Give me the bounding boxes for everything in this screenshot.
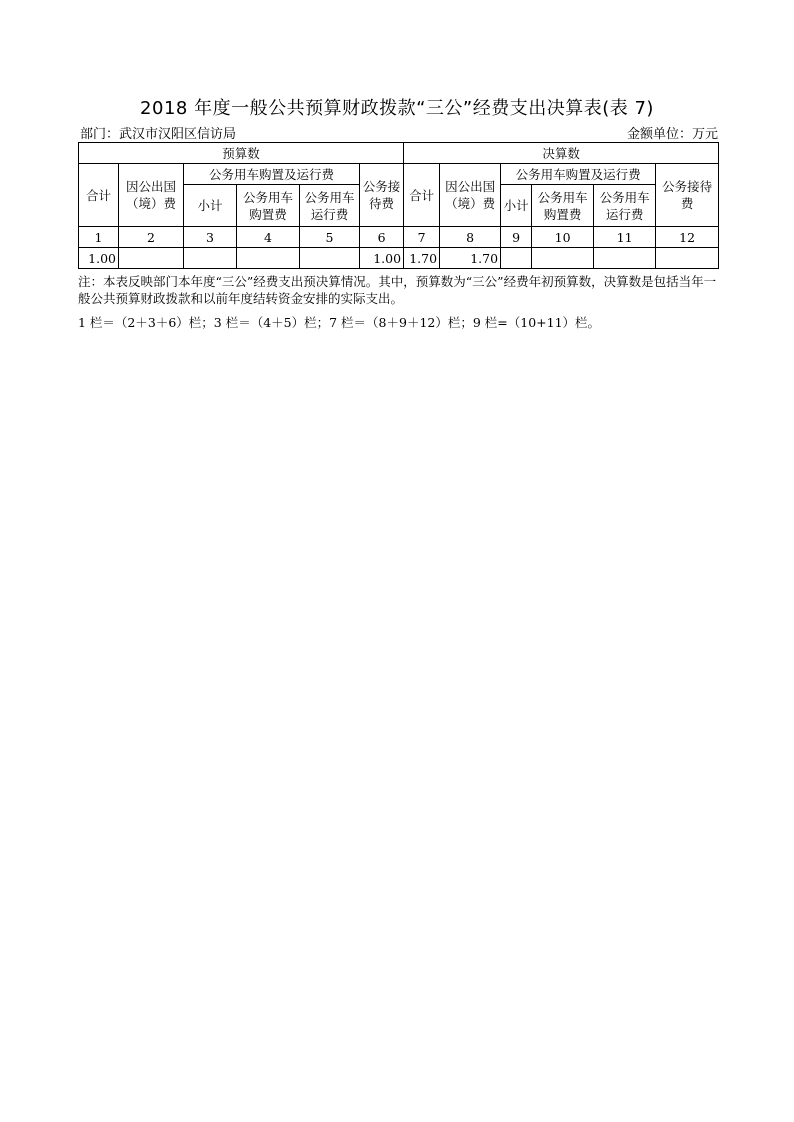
budget-vehicle-operation-header: 公务用车运行费	[300, 185, 360, 227]
final-subtotal-header: 小计	[501, 185, 532, 227]
value-cell	[300, 248, 360, 269]
column-formula: 1 栏＝（2＋3＋6）栏；3 栏＝（4＋5）栏；7 栏＝（8＋9＋12）栏；9 栏=（10+11）栏。	[78, 315, 601, 330]
column-number: 12	[656, 227, 719, 248]
value-cell: 1.70	[440, 248, 501, 269]
column-number: 1	[79, 227, 119, 248]
value-cell: 1.70	[404, 248, 440, 269]
budget-reception-header: 公务接待费	[360, 164, 404, 227]
final-vehicle-group-header: 公务用车购置及运行费	[501, 164, 656, 185]
value-cell	[237, 248, 300, 269]
column-number: 10	[532, 227, 594, 248]
value-cell	[119, 248, 184, 269]
final-header: 决算数	[404, 143, 719, 164]
three-public-expenses-table	[78, 142, 719, 269]
value-cell: 1.00	[79, 248, 119, 269]
final-reception-header: 公务接待费	[656, 164, 719, 227]
budget-vehicle-group-header: 公务用车购置及运行费	[184, 164, 360, 185]
column-number: 7	[404, 227, 440, 248]
budget-total-header: 合计	[79, 164, 119, 227]
unit-label: 金额单位：万元	[626, 127, 718, 142]
column-number: 5	[300, 227, 360, 248]
column-number: 3	[184, 227, 237, 248]
column-number: 9	[501, 227, 532, 248]
value-cell	[594, 248, 656, 269]
column-number: 11	[594, 227, 656, 248]
value-cell	[532, 248, 594, 269]
column-number: 4	[237, 227, 300, 248]
page-title: 2018 年度一般公共预算财政拨款“三公”经费支出决算表(表 7)	[140, 98, 654, 119]
value-cell: 1.00	[360, 248, 404, 269]
final-vehicle-operation-header: 公务用车运行费	[594, 185, 656, 227]
department-label: 部门：武汉市汉阳区信访局	[80, 127, 237, 142]
final-abroad-header: 因公出国（境）费	[440, 164, 501, 227]
value-cell	[501, 248, 532, 269]
column-number: 8	[440, 227, 501, 248]
budget-header: 预算数	[79, 143, 404, 164]
value-cell	[656, 248, 719, 269]
final-total-header: 合计	[404, 164, 440, 227]
value-cell	[184, 248, 237, 269]
budget-subtotal-header: 小计	[184, 185, 237, 227]
budget-abroad-header: 因公出国（境）费	[119, 164, 184, 227]
column-number: 6	[360, 227, 404, 248]
final-vehicle-purchase-header: 公务用车购置费	[532, 185, 594, 227]
table-note: 注：本表反映部门本年度“三公”经费支出预决算情况。其中，预算数为“三公”经费年初预算数，决算数是包括当年一般公共预算财政拨款和以前年度结转资金安排的实际支出。	[78, 274, 717, 306]
budget-vehicle-purchase-header: 公务用车购置费	[237, 185, 300, 227]
column-number: 2	[119, 227, 184, 248]
